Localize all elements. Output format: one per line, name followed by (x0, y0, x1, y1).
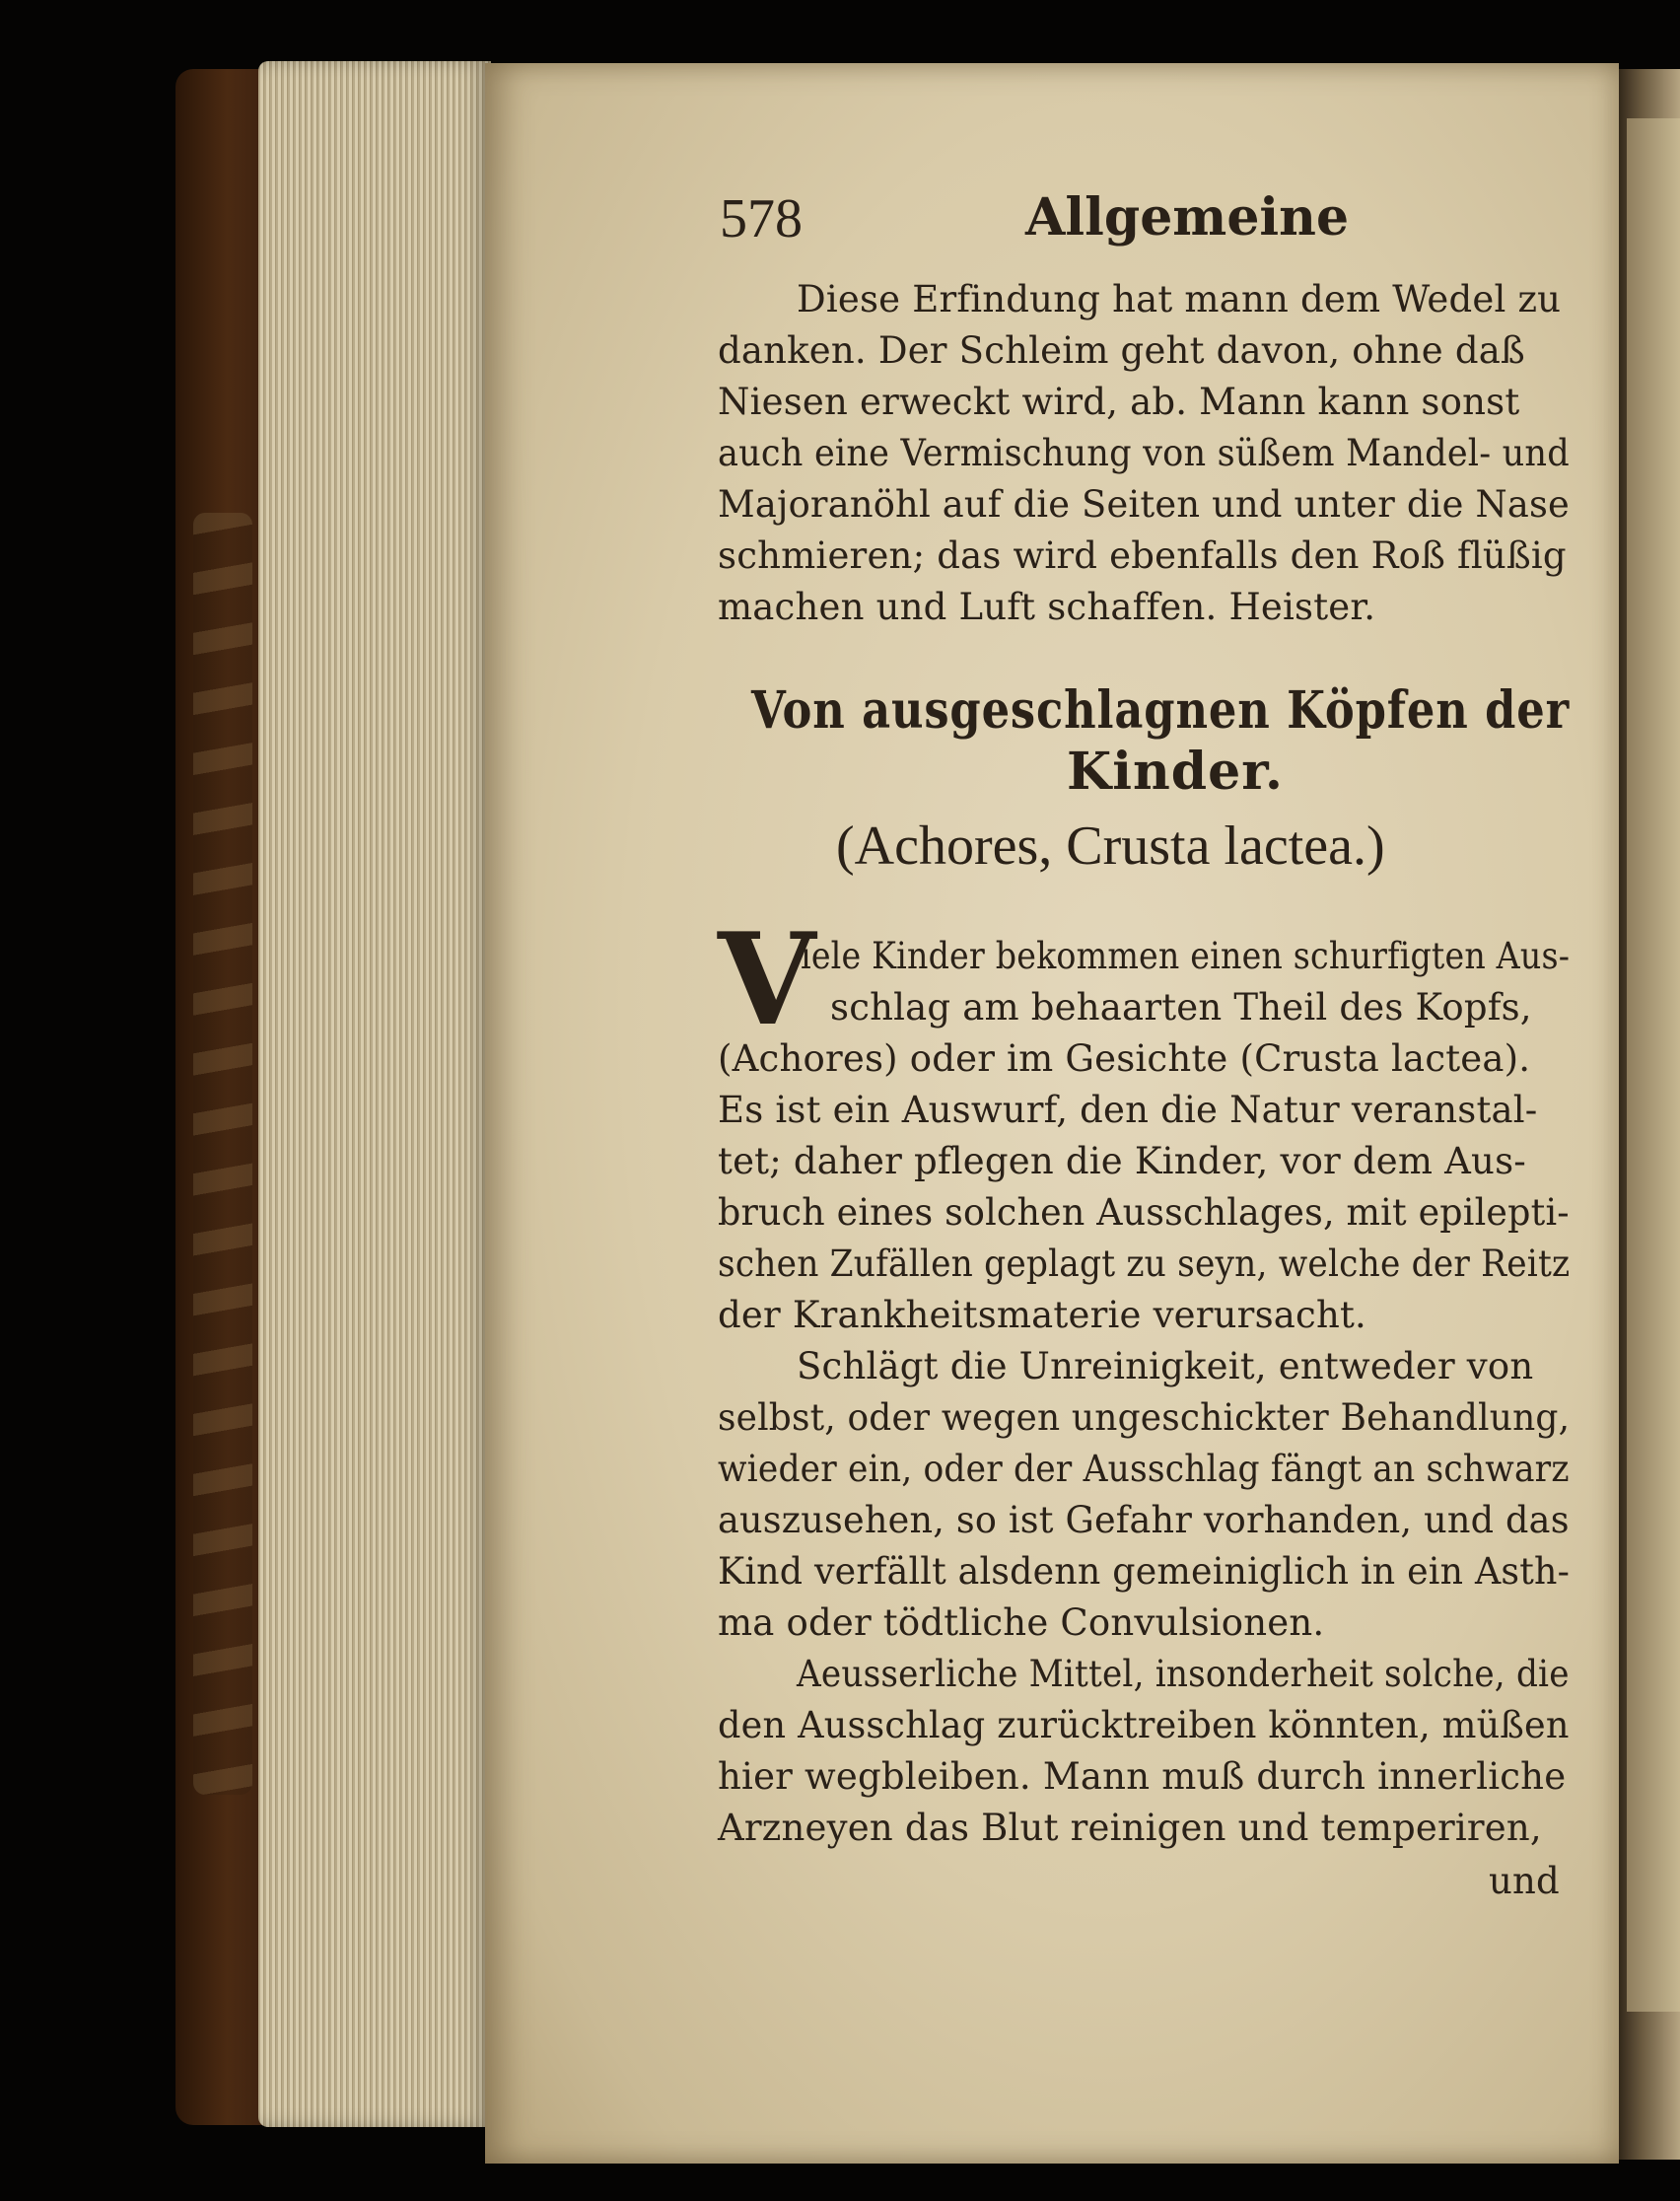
text-line: Diese Erfindung hat mann dem Wedel zu (797, 278, 1562, 320)
text-line: selbst, oder wegen ungeschickter Behandlung, (718, 1396, 1571, 1439)
text-line: auszusehen, so ist Gefahr vorhanden, und das (718, 1499, 1570, 1541)
page-number: 578 (720, 188, 803, 249)
text-line: Schlägt die Unreinigkeit, entweder von (797, 1345, 1534, 1387)
text-line: hier wegbleiben. Mann muß durch innerliche (718, 1755, 1567, 1798)
text-line: schen Zufällen geplagt zu seyn, welche der Reitz (718, 1242, 1571, 1285)
facing-page-edge (1627, 118, 1680, 2012)
drop-cap: V (718, 906, 816, 1054)
text-line: wieder ein, oder der Ausschlag fängt an schwarz (718, 1448, 1570, 1490)
text-line: Majoranöhl auf die Seiten und unter die Nase (718, 483, 1570, 526)
text-line: auch eine Vermischung von süßem Mandel- und (718, 432, 1570, 474)
text-line: danken. Der Schleim geht davon, ohne daß (718, 329, 1525, 372)
text-line: iele Kinder bekommen einen schurfigten Aus- (801, 935, 1571, 977)
text-line: Arzneyen das Blut reinigen und temperiren, (718, 1807, 1542, 1849)
text-line: den Ausschlag zurücktreiben könnten, müßen (718, 1704, 1570, 1746)
text-line: Niesen erweckt wird, ab. Mann kann sonst (718, 381, 1520, 423)
page-edges (258, 61, 491, 2127)
text-line: machen und Luft schaffen. Heister. (718, 586, 1376, 628)
text-line: Es ist ein Auswurf, den die Natur veranstal- (718, 1089, 1538, 1131)
section-heading: Von ausgeschlagnen Köpfen der (751, 680, 1571, 741)
text-line: schlag am behaarten Theil des Kopfs, (830, 986, 1532, 1029)
text-line: ma oder tödtliche Convulsionen. (718, 1601, 1325, 1644)
text-line: bruch eines solchen Ausschlages, mit epilepti- (718, 1191, 1570, 1234)
running-head: Allgemeine (1025, 187, 1350, 248)
text-line: schmieren; das wird ebenfalls den Roß flüßig (718, 534, 1567, 577)
text-line: Kind verfällt alsdenn gemeiniglich in ein Asth- (718, 1550, 1571, 1593)
text-line: tet; daher pflegen die Kinder, vor dem Aus- (718, 1140, 1526, 1182)
text-line: Aeusserliche Mittel, insonderheit solche, die (797, 1653, 1570, 1695)
text-line: (Achores) oder im Gesichte (Crusta lactea). (718, 1037, 1531, 1080)
latin-subtitle: (Achores, Crusta lactea.) (836, 816, 1385, 877)
section-heading-cont: Kinder. (1067, 742, 1284, 802)
cover-wear (193, 513, 252, 1795)
catchword: und (1489, 1860, 1560, 1902)
text-line: der Krankheitsmaterie verursacht. (718, 1294, 1367, 1336)
